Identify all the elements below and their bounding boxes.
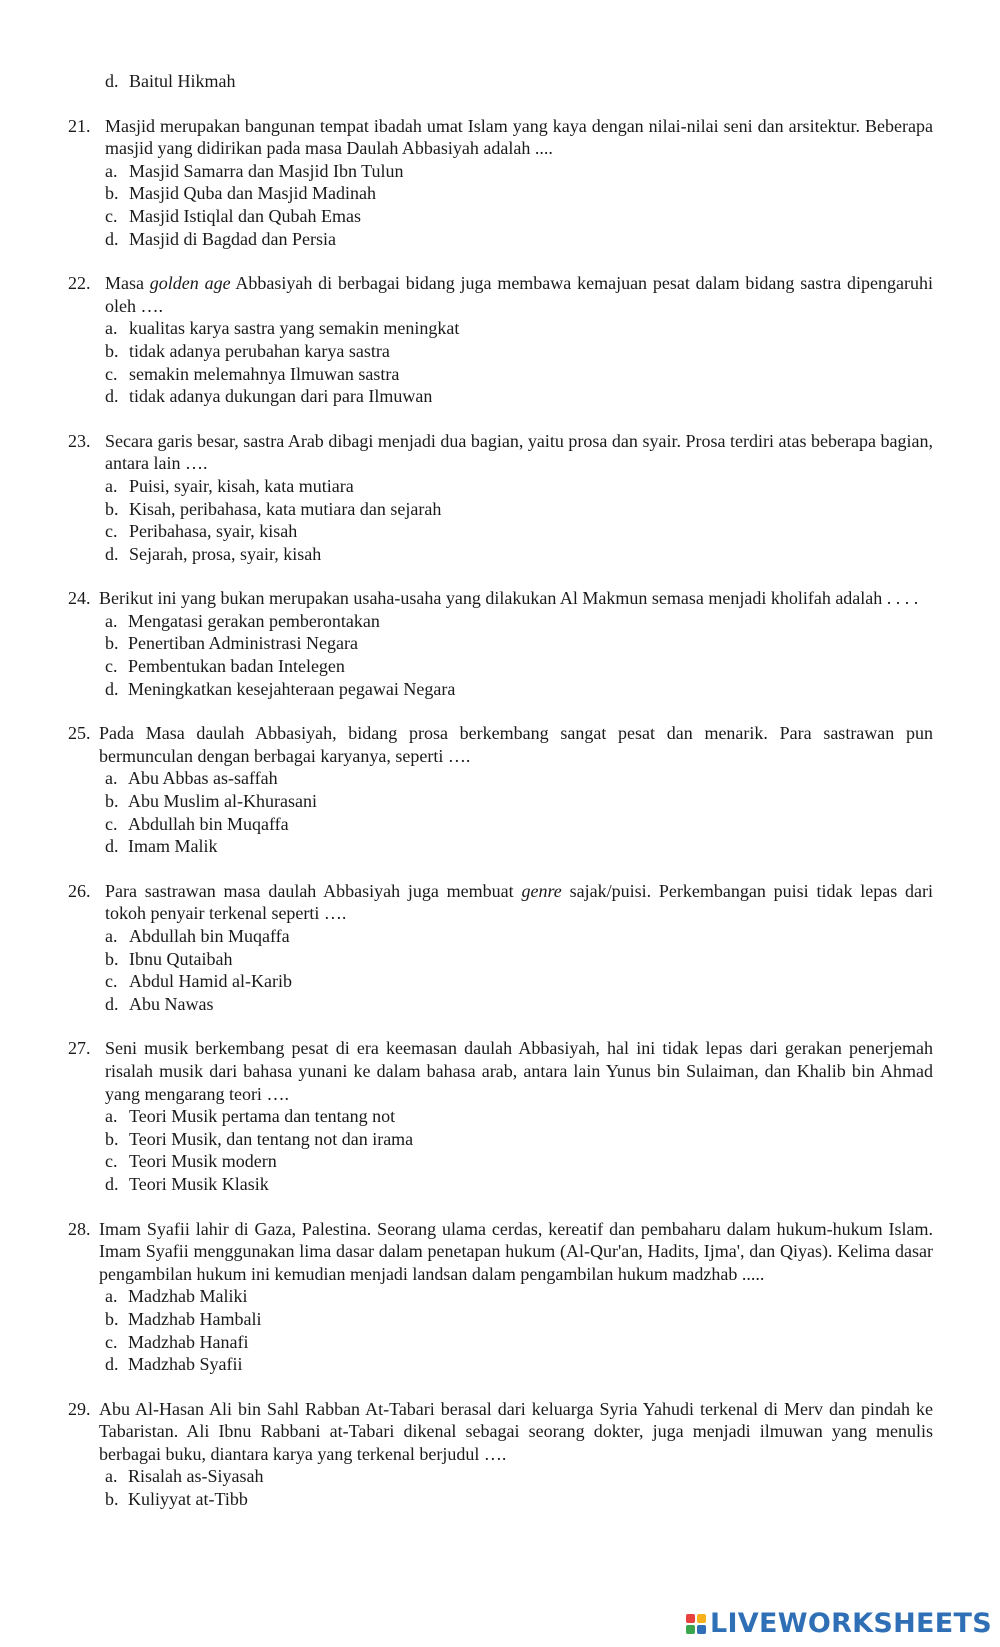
option-text: Teori Musik Klasik xyxy=(129,1173,269,1194)
option-c[interactable] xyxy=(103,655,1000,678)
option-letter: b. xyxy=(105,340,119,361)
question-number: 24. xyxy=(68,588,91,609)
question-text-part: sajak/puisi. Perkembangan puisi tidak lepas dari tokoh penyair terkenal seperti …. xyxy=(105,880,933,924)
option-text: semakin melemahnya Ilmuwan sastra xyxy=(129,363,400,384)
option-text: Madzhab Hambali xyxy=(128,1308,262,1329)
option-letter: b. xyxy=(105,1308,119,1329)
option-letter: c. xyxy=(105,656,118,677)
previous-question-option-d[interactable] xyxy=(105,70,1000,93)
option-text: Risalah as-Siyasah xyxy=(128,1466,264,1487)
option-c[interactable] xyxy=(103,813,1000,836)
question-number: 28. xyxy=(68,1218,91,1239)
option-letter: b. xyxy=(105,633,119,654)
option-letter: c. xyxy=(105,971,118,992)
option-letter: c. xyxy=(105,205,118,226)
question-text: Pada Masa daulah Abbasiyah, bidang prosa berkembang sangat pesat dan menarik. Para sastrawan pun bermunculan dengan berbagai karyanya, seperti …. xyxy=(99,723,933,766)
liveworksheets-logo xyxy=(686,1607,992,1641)
question-text: Imam Syafii lahir di Gaza, Palestina. Seorang ulama cerdas, kereatif dan pembaharu dalam hukum-hukum Islam. Imam Syafii menggunakan lima dasar dalam penetapan hukum (Al-Qur'an, Hadits, Ijma', dan Qiyas). Kelima dasar pengambilan hukum ini kemudian menjadi landsan dalam pengambilan hukum madzhab ..... xyxy=(99,1218,933,1284)
question-26 xyxy=(0,880,1000,1016)
option-d[interactable] xyxy=(103,678,1000,701)
option-letter: a. xyxy=(105,160,118,181)
question-number: 25. xyxy=(68,723,91,744)
option-text: kualitas karya sastra yang semakin meningkat xyxy=(129,318,460,339)
option-letter: b. xyxy=(105,1489,119,1510)
option-letter: d. xyxy=(105,1173,119,1194)
question-text: Seni musik berkembang pesat di era keemasan daulah Abbasiyah, hal ini tidak lepas dari gerakan penerjemah risalah musik dari bahasa yunani ke dalam bahasa arab, antara lain Yunus bin Sulaiman, dan Khalib bin Ahmad yang mengarang teori …. xyxy=(105,1038,933,1104)
option-text: Meningkatkan kesejahteraan pegawai Negara xyxy=(128,678,456,699)
option-a[interactable] xyxy=(105,1105,1000,1128)
option-d[interactable] xyxy=(105,993,1000,1016)
option-letter: d. xyxy=(105,543,119,564)
option-letter: d. xyxy=(105,678,119,699)
question-number: 23. xyxy=(68,430,91,451)
option-d[interactable] xyxy=(105,1173,1000,1196)
option-letter: d. xyxy=(105,1354,119,1375)
option-text: Mengatasi gerakan pemberontakan xyxy=(128,610,380,631)
option-letter: a. xyxy=(105,1466,118,1487)
option-b[interactable] xyxy=(103,1488,1000,1511)
option-b[interactable] xyxy=(103,1308,1000,1331)
option-a[interactable] xyxy=(105,317,1000,340)
option-a[interactable] xyxy=(105,160,1000,183)
logo-wordmark-worksheets: WORKSHEETS xyxy=(777,1607,992,1639)
option-letter: a. xyxy=(105,1286,118,1307)
question-27 xyxy=(0,1037,1000,1195)
option-b[interactable] xyxy=(105,498,1000,521)
option-text: Abdul Hamid al-Karib xyxy=(129,971,292,992)
question-24 xyxy=(0,587,1000,700)
option-c[interactable] xyxy=(105,520,1000,543)
option-text: Abu Muslim al-Khurasani xyxy=(128,791,317,812)
option-letter: a. xyxy=(105,475,118,496)
option-text: Kuliyyat at-Tibb xyxy=(128,1489,248,1510)
option-b[interactable] xyxy=(105,340,1000,363)
option-c[interactable] xyxy=(105,970,1000,993)
option-a[interactable] xyxy=(105,925,1000,948)
question-text: Abu Al-Hasan Ali bin Sahl Rabban At-Tabari berasal dari keluarga Syria Yahudi terkenal di Merv dan pindah ke Tabaristan. Ali Ibnu Rabbani at-Tabari dikenal sebagai seorang dokter, juga menjadi ilmuwan yang menulis berbagai buku, diantara karya yang terkenal berjudul …. xyxy=(99,1398,933,1464)
question-29 xyxy=(0,1398,1000,1511)
option-letter: b. xyxy=(105,1128,119,1149)
option-letter: c. xyxy=(105,521,118,542)
option-d[interactable] xyxy=(105,228,1000,251)
option-text: tidak adanya dukungan dari para Ilmuwan xyxy=(129,386,433,407)
question-text-italic: golden age xyxy=(149,273,231,294)
option-text: Abu Nawas xyxy=(129,993,214,1014)
question-text: Secara garis besar, sastra Arab dibagi menjadi dua bagian, yaitu prosa dan syair. Prosa terdiri atas beberapa bagian, antara lain …. xyxy=(105,430,933,474)
option-letter: a. xyxy=(105,610,118,631)
option-text: Baitul Hikmah xyxy=(129,71,236,91)
option-letter: c. xyxy=(105,363,118,384)
option-letter: a. xyxy=(105,318,118,339)
option-text: Masjid di Bagdad dan Persia xyxy=(129,228,336,249)
option-d[interactable] xyxy=(103,1353,1000,1376)
question-28 xyxy=(0,1218,1000,1376)
option-text: Peribahasa, syair, kisah xyxy=(129,521,298,542)
question-number: 21. xyxy=(68,115,91,136)
option-letter: d. xyxy=(105,228,119,249)
question-text xyxy=(105,880,933,925)
question-25 xyxy=(0,722,1000,858)
option-text: tidak adanya perubahan karya sastra xyxy=(129,340,390,361)
question-number: 29. xyxy=(68,1398,91,1419)
option-text: Ibnu Qutaibah xyxy=(129,948,233,969)
option-letter: b. xyxy=(105,791,119,812)
option-text: Masjid Quba dan Masjid Madinah xyxy=(129,183,376,204)
option-letter: c. xyxy=(105,1331,118,1352)
option-letter: d. xyxy=(105,386,119,407)
option-b[interactable] xyxy=(105,182,1000,205)
question-text-part: Masa xyxy=(105,273,150,294)
option-letter: a. xyxy=(105,926,118,946)
option-text: Kisah, peribahasa, kata mutiara dan sejarah xyxy=(129,498,442,519)
option-letter: d. xyxy=(105,993,119,1014)
option-text: Teori Musik pertama dan tentang not xyxy=(129,1106,396,1127)
option-text: Madzhab Hanafi xyxy=(128,1331,249,1352)
question-text: Masjid merupakan bangunan tempat ibadah umat Islam yang kaya dengan nilai-nilai seni dan arsitektur. Beberapa masjid yang didirikan pada masa Daulah Abbasiyah adalah .... xyxy=(105,115,933,159)
logo-wordmark-live: LIVE xyxy=(709,1607,778,1639)
option-d[interactable] xyxy=(103,835,1000,858)
option-text: Puisi, syair, kisah, kata mutiara xyxy=(129,475,354,496)
option-text: Pembentukan badan Intelegen xyxy=(128,656,345,677)
option-c[interactable] xyxy=(105,1150,1000,1173)
question-number: 22. xyxy=(68,273,91,294)
option-text: Imam Malik xyxy=(128,836,218,857)
option-letter: c. xyxy=(105,1151,118,1172)
option-text: Teori Musik modern xyxy=(129,1151,277,1172)
option-letter: b. xyxy=(105,183,119,204)
option-c[interactable] xyxy=(105,363,1000,386)
option-text: Penertiban Administrasi Negara xyxy=(128,633,358,654)
option-letter: b. xyxy=(105,948,119,969)
option-b[interactable] xyxy=(103,790,1000,813)
option-d[interactable] xyxy=(105,543,1000,566)
option-letter: d. xyxy=(105,71,119,91)
option-b[interactable] xyxy=(103,632,1000,655)
option-letter: a. xyxy=(105,768,118,789)
question-number: 26. xyxy=(68,880,91,901)
question-21 xyxy=(0,115,1000,251)
option-letter: c. xyxy=(105,813,118,834)
option-text: Madzhab Maliki xyxy=(128,1286,248,1307)
option-a[interactable] xyxy=(103,1465,1000,1488)
option-text: Abdullah bin Muqaffa xyxy=(129,926,290,946)
option-a[interactable] xyxy=(105,475,1000,498)
option-text: Masjid Samarra dan Masjid Ibn Tulun xyxy=(129,160,404,181)
question-text-italic: genre xyxy=(521,880,562,901)
option-text: Madzhab Syafii xyxy=(128,1354,243,1375)
question-text xyxy=(105,272,933,317)
question-22 xyxy=(0,272,1000,408)
option-letter: b. xyxy=(105,498,119,519)
option-text: Abu Abbas as-saffah xyxy=(128,768,278,789)
question-text-part: Abbasiyah di berbagai bidang juga membawa kemajuan pesat dalam bidang sastra dipengaruhi oleh …. xyxy=(105,273,933,316)
option-letter: d. xyxy=(105,836,119,857)
option-d[interactable] xyxy=(105,385,1000,408)
worksheet-page xyxy=(0,70,1000,1533)
option-text: Sejarah, prosa, syair, kisah xyxy=(129,543,322,564)
question-text-part: Para sastrawan masa daulah Abbasiyah juga membuat xyxy=(105,880,522,901)
option-a[interactable] xyxy=(103,1285,1000,1308)
option-c[interactable] xyxy=(105,205,1000,228)
option-a[interactable] xyxy=(103,767,1000,790)
liveworksheets-logo-icon xyxy=(686,1614,706,1634)
option-b[interactable] xyxy=(105,1128,1000,1151)
option-letter: a. xyxy=(105,1106,118,1127)
option-c[interactable] xyxy=(103,1331,1000,1354)
option-text: Abdullah bin Muqaffa xyxy=(128,813,289,834)
question-23 xyxy=(0,430,1000,566)
option-text: Masjid Istiqlal dan Qubah Emas xyxy=(129,205,361,226)
option-a[interactable] xyxy=(103,610,1000,633)
option-text: Teori Musik, dan tentang not dan irama xyxy=(129,1128,414,1149)
question-number: 27. xyxy=(68,1038,91,1059)
question-text: Berikut ini yang bukan merupakan usaha-usaha yang dilakukan Al Makmun semasa menjadi kholifah adalah . . . . xyxy=(99,588,919,609)
option-b[interactable] xyxy=(105,948,1000,971)
